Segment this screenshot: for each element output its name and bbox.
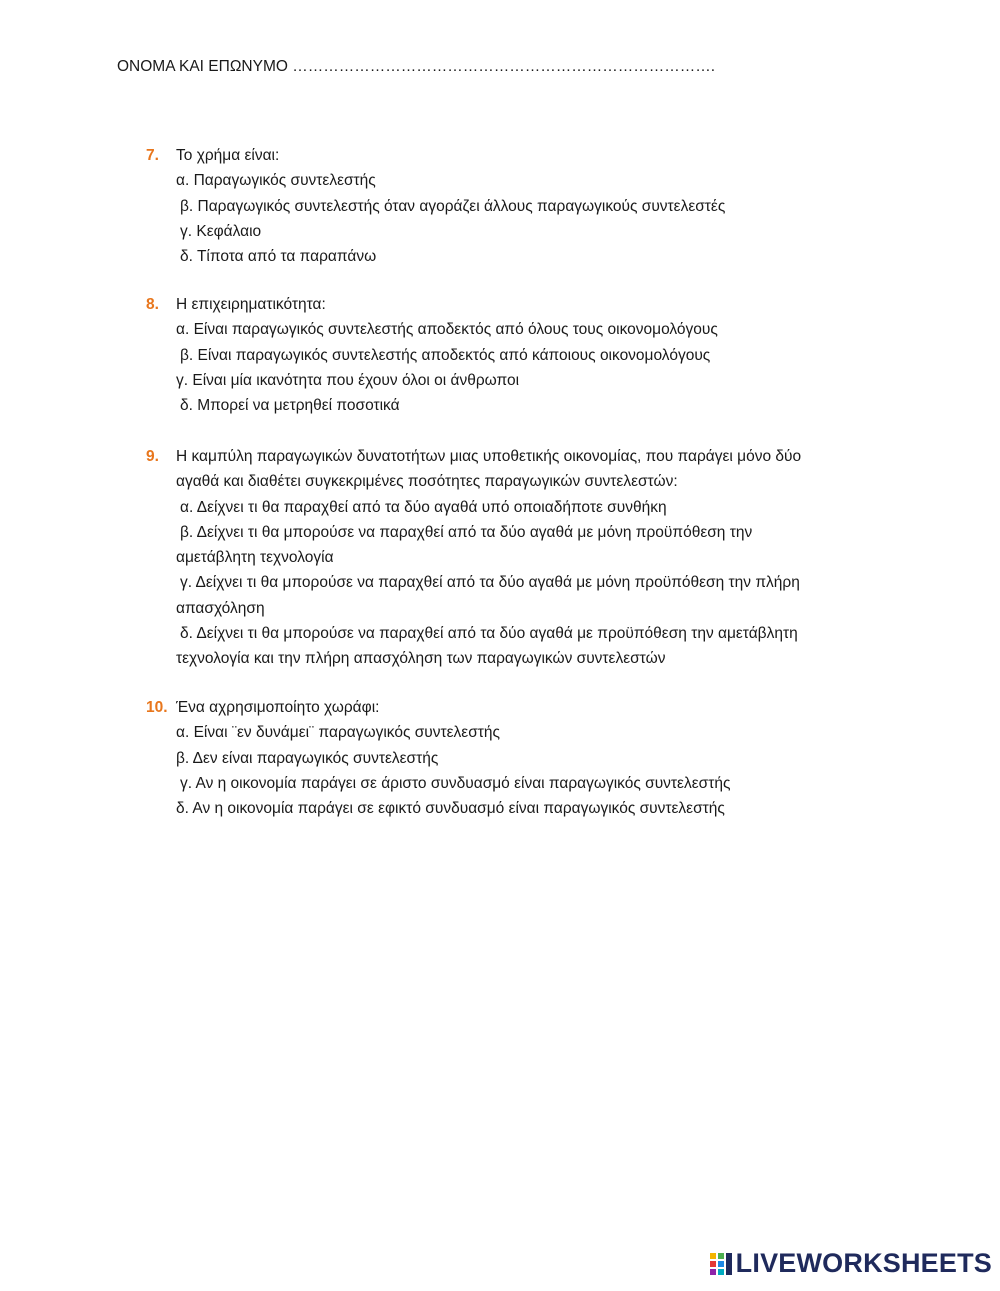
option-a[interactable]: α. Δείχνει τι θα παραχθεί από τα δύο αγαθά υπό οποιαδήποτε συνθήκη (180, 498, 667, 516)
option-c[interactable]: γ. Αν η οικονομία παράγει σε άριστο συνδυασμό είναι παραγωγικός συντελεστής (180, 774, 731, 792)
question-text: Η καμπύλη παραγωγικών δυνατοτήτων μιας υποθετικής οικονομίας, που παράγει μόνο δύο (176, 448, 802, 465)
question-text: Το χρήμα είναι: (176, 147, 280, 164)
question-text: Η επιχειρηματικότητα: (176, 296, 326, 313)
option-c[interactable]: γ. Είναι μία ικανότητα που έχουν όλοι οι άνθρωποι (176, 371, 520, 389)
liveworksheets-logo-icon (710, 1253, 732, 1275)
option-a[interactable]: α. Παραγωγικός συντελεστής (176, 172, 376, 190)
question-number: 8. (146, 296, 159, 313)
option-b[interactable]: β. Δεν είναι παραγωγικός συντελεστής (176, 749, 439, 767)
question-text-continued: αγαθά και διαθέτει συγκεκριμένες ποσότητες παραγωγικών συντελεστών: (176, 473, 678, 491)
option-b[interactable]: β. Δείχνει τι θα μπορούσε να παραχθεί από τα δύο αγαθά με μόνη προϋπόθεση την (180, 523, 753, 541)
option-d[interactable]: δ. Αν η οικονομία παράγει σε εφικτό συνδυασμό είναι παραγωγικός συντελεστής (176, 800, 725, 818)
option-d[interactable]: δ. Μπορεί να μετρηθεί ποσοτικά (180, 397, 400, 415)
option-d[interactable]: δ. Δείχνει τι θα μπορούσε να παραχθεί από τα δύο αγαθά με προϋπόθεση την αμετάβλητη (180, 625, 798, 643)
option-a[interactable]: α. Είναι παραγωγικός συντελεστής αποδεκτός από όλους τους οικονομολόγους (176, 321, 718, 339)
name-line: ΟΝΟΜΑ ΚΑΙ ΕΠΩΝΥΜΟ ………………………………………………………………………. (117, 58, 716, 75)
option-b[interactable]: β. Είναι παραγωγικός συντελεστής αποδεκτός από κάποιους οικονομολόγους (180, 346, 711, 364)
option-d[interactable]: δ. Τίποτα από τα παραπάνω (180, 248, 377, 266)
option-c[interactable]: γ. Κεφάλαιο (180, 222, 262, 240)
question-9 (146, 444, 866, 672)
question-number: 10. (146, 699, 168, 716)
option-c-continued: απασχόληση (176, 599, 265, 617)
option-c[interactable]: γ. Δείχνει τι θα μπορούσε να παραχθεί από τα δύο αγαθά με μόνη προϋπόθεση την πλήρη (180, 574, 800, 592)
option-d-continued: τεχνολογία και την πλήρη απασχόληση των παραγωγικών συντελεστών (176, 650, 666, 668)
question-number: 7. (146, 147, 159, 164)
question-text: Ένα αχρησιμοποίητο χωράφι: (176, 699, 380, 716)
liveworksheets-logo-text: LIVEWORKSHEETS (735, 1248, 992, 1278)
question-8 (146, 292, 866, 418)
question-7 (146, 143, 866, 269)
question-10 (146, 695, 866, 821)
option-b[interactable]: β. Παραγωγικός συντελεστής όταν αγοράζει άλλους παραγωγικούς συντελεστές (180, 197, 726, 215)
liveworksheets-brand[interactable] (710, 1248, 992, 1279)
question-number: 9. (146, 448, 159, 465)
option-b-continued: αμετάβλητη τεχνολογία (176, 549, 334, 567)
option-a[interactable]: α. Είναι ¨εν δυνάμει¨ παραγωγικός συντελεστής (176, 724, 500, 742)
